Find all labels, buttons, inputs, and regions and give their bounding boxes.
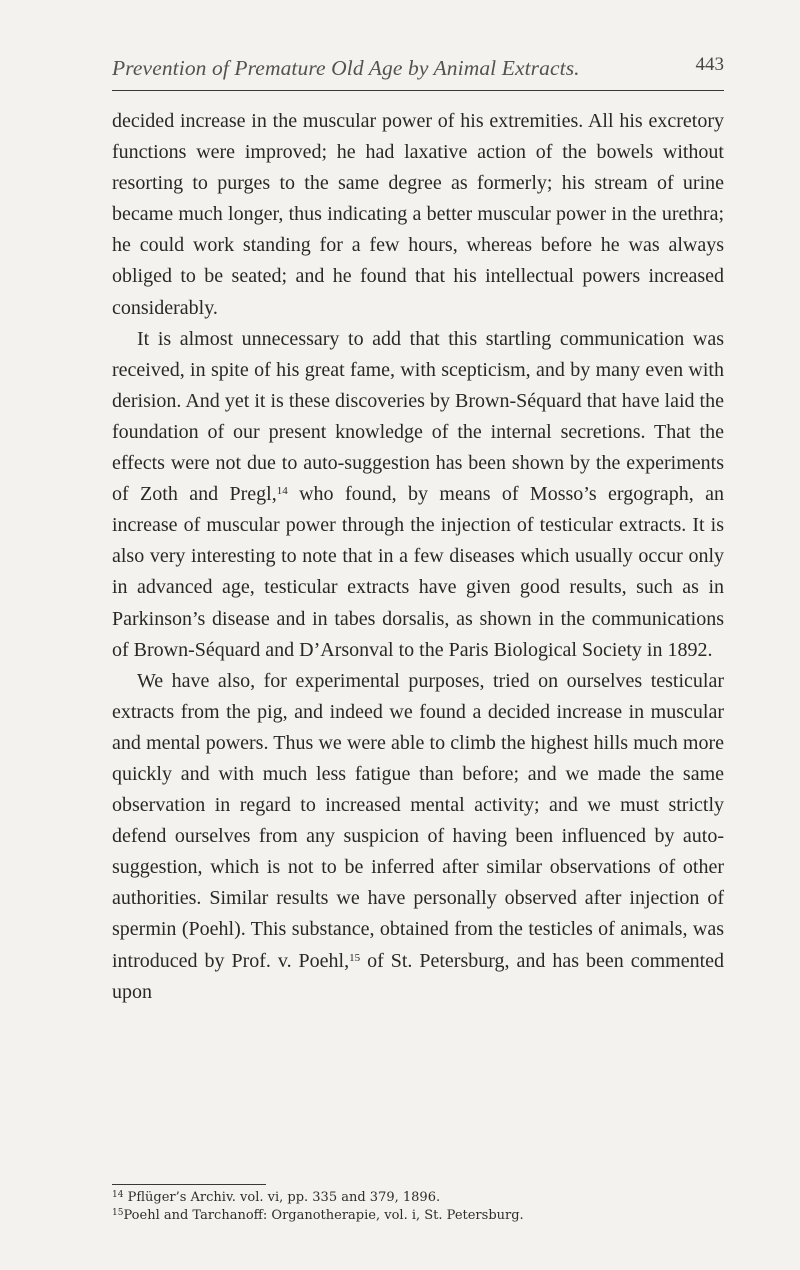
paragraph-text: We have also, for experimental purposes, tried on ourselves testicular extracts from the pig, and indeed we found a decided increase in muscular and mental powers. Thus we were able to climb the highest hills much more quickly and with much less fatigue than before; and we made the same observation in regard to increased mental activity; and we must strictly defend ourselves from any suspicion of having been influenced by auto-suggestion, which is not to be inferred after similar observations of other authorities. Similar results we have personally observed after injection of spermin (Poehl). This substance, obtained from the testicles of animals, was introduced by Prof. v. Poehl, <box>112 669 724 972</box>
footnote <box>112 1189 752 1207</box>
paragraph <box>112 324 724 666</box>
paragraph-text: It is almost unnecessary to add that this startling communication was received, in spite of his great fame, with scepticism, and by many even with derision. And yet it is these discoveries by Brown-Séquard that have laid the foundation of our present knowledge of the internal secretions. That the effects were not due to auto-suggestion has been shown by the experiments of Zoth and Pregl, <box>112 327 724 506</box>
body-text <box>112 106 724 1008</box>
footnote-text: Pflüger’s Archiv. vol. vi, pp. 335 and 379, 1896. <box>123 1190 441 1205</box>
paragraph <box>112 666 724 1008</box>
paragraph <box>112 106 724 324</box>
footnote-number: 14 <box>112 1189 124 1200</box>
footnote-reference: 14 <box>276 485 288 498</box>
paragraph-text: decided increase in the muscular power of his extremities. All his excretory functions were improved; he had laxative action of the bowels without resorting to purges to the same degree as formerly; his stream of urine became much longer, thus indicating a better muscular power in the urethra; he could work standing for a few hours, whereas before he was always obliged to be seated; and he found that his intellectual powers increased considerably. <box>112 110 724 319</box>
footnote-rule <box>112 1184 266 1185</box>
footnotes <box>112 1189 752 1225</box>
footnote-number: 15 <box>112 1207 124 1218</box>
running-title: Prevention of Premature Old Age by Animal Extracts. <box>112 56 580 80</box>
page-number: 443 <box>695 54 724 75</box>
paragraph-text: of St. Petersburg, and has been commented upon <box>112 949 724 1003</box>
running-header <box>112 56 724 91</box>
footnote-text: Poehl and Tarchanoff: Organotherapie, vol. i, St. Petersburg. <box>123 1208 524 1223</box>
paragraph-text: who found, by means of Mosso’s ergograph, an increase of muscular power through the injection of testicular extracts. It is also very interesting to note that in a few diseases which usually occur only in advanced age, testicular extracts have given good results, such as in Parkinson’s disease and in tabes dorsalis, as shown in the communications of Brown-Séquard and D’Arsonval to the Paris Biological Society in 1892. <box>112 483 725 661</box>
footnote <box>112 1207 752 1225</box>
footnote-reference: 15 <box>349 951 361 964</box>
